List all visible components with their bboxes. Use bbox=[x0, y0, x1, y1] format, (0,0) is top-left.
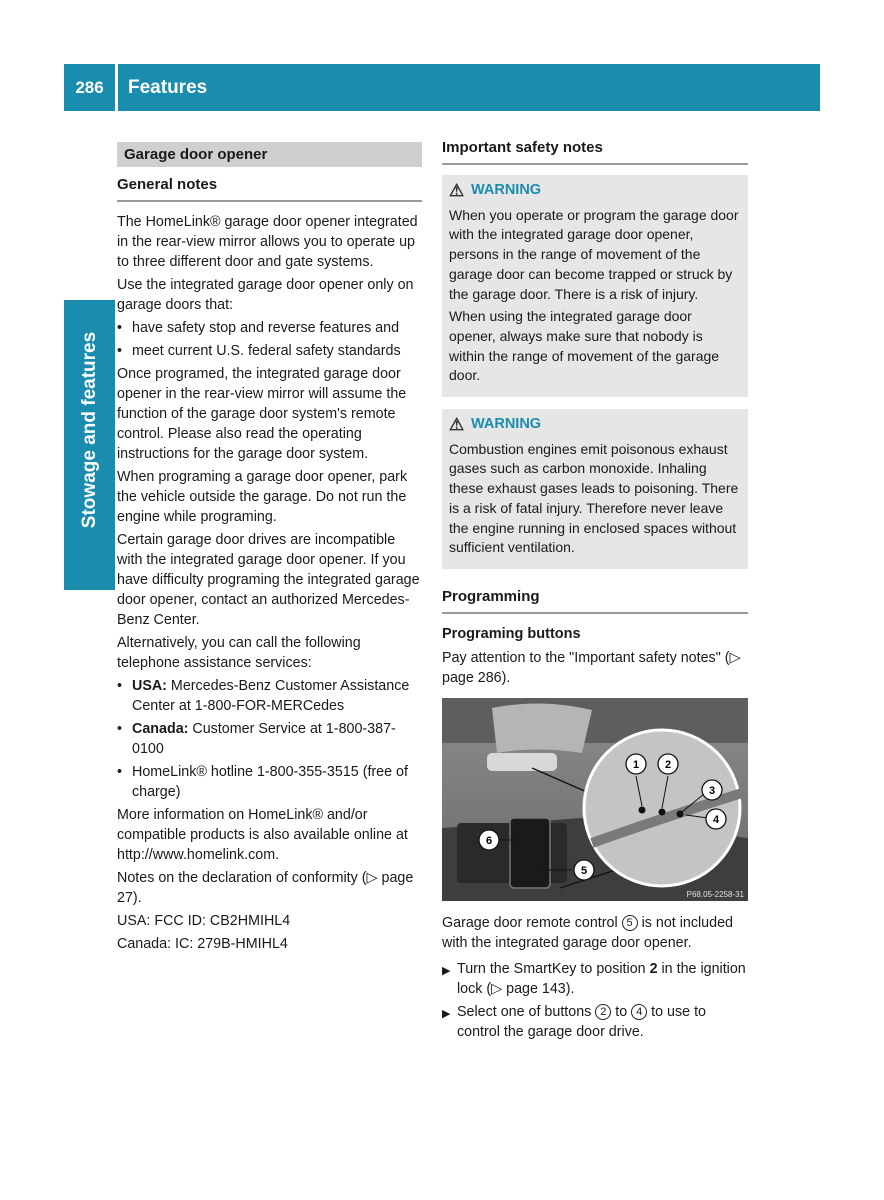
instruction-step bbox=[442, 1002, 748, 1042]
callout-label: 4 bbox=[712, 813, 720, 826]
paragraph: Canada: IC: 279B-HMIHL4 bbox=[117, 936, 288, 952]
figure-code: P68.05-2258-31 bbox=[686, 889, 744, 899]
warning-title bbox=[449, 181, 740, 201]
paragraph: Certain garage door drives are incompatible with the integrated garage door opener. If you have difficulty programing the integrated garage door opener, contact an authorized Mercedes-Benz Center. bbox=[117, 532, 420, 628]
warning-icon: ⚠ bbox=[449, 415, 465, 435]
page-number: 286 bbox=[64, 64, 115, 111]
play-arrow-icon: ▶ bbox=[442, 964, 451, 977]
callout-label: 3 bbox=[708, 784, 716, 797]
callout-label: 6 bbox=[485, 834, 493, 847]
paragraph: USA: FCC ID: CB2HMIHL4 bbox=[117, 913, 291, 929]
caption-text: is not included with the integrated garage door opener. bbox=[442, 914, 733, 951]
paragraph: The HomeLink® garage door opener integrated in the rear-view mirror allows you to operate up to three different door and gate systems. bbox=[117, 214, 418, 270]
callout-ref: 5 bbox=[622, 915, 638, 931]
warning-box bbox=[442, 175, 748, 397]
callout-label: 5 bbox=[580, 864, 588, 877]
step-text: in the ignition lock (▷ page 143). bbox=[457, 960, 746, 997]
callout-label: 1 bbox=[632, 758, 640, 771]
list-item bbox=[117, 676, 422, 716]
warning-icon: ⚠ bbox=[449, 181, 465, 200]
warning-title-text: WARNING bbox=[471, 182, 542, 198]
paragraph: Use the integrated garage door opener only on garage doors that: bbox=[117, 277, 414, 313]
paragraph: Combustion engines emit poisonous exhaust gases such as carbon monoxide. Inhaling these exhaust gases leads to poisoning. There is a risk of fatal injury. Therefore never leave the engine running in enclosed spaces without sufficient ventilation. bbox=[449, 440, 739, 556]
service-label: USA: bbox=[132, 678, 167, 694]
subheading-safety-notes: Important safety notes bbox=[442, 138, 748, 165]
list-item bbox=[117, 762, 422, 802]
paragraph: When you operate or program the garage door with the integrated garage door opener, persons in the range of movement of the garage door can become trapped or struck by the garage door. There is a risk of injury. bbox=[449, 206, 739, 302]
list-item bbox=[117, 318, 422, 338]
paragraph: When programing a garage door opener, park the vehicle outside the garage. Do not run the engine while programing. bbox=[117, 469, 408, 525]
subheading-programing-buttons: Programing buttons bbox=[442, 625, 581, 642]
step-position: 2 bbox=[649, 960, 658, 977]
paragraph: When using the integrated garage door opener, always make sure that nobody is within the range of movement of the garage door. bbox=[449, 308, 720, 384]
list-item bbox=[117, 719, 422, 759]
step-text: Turn the SmartKey to position bbox=[457, 960, 650, 977]
play-arrow-icon: ▶ bbox=[442, 1007, 451, 1020]
subheading-programming: Programming bbox=[442, 587, 748, 614]
page-title-text: Features bbox=[128, 76, 208, 98]
side-tab-label: Stowage and features bbox=[79, 331, 100, 529]
caption-text: Garage door remote control bbox=[442, 914, 622, 931]
paragraph: Pay attention to the "Important safety notes" (▷ page 286). bbox=[442, 649, 741, 686]
service-text: HomeLink® hotline 1-800-355-3515 (free of charge) bbox=[132, 764, 408, 800]
service-text: Customer Service at 1-800-387-0100 bbox=[132, 721, 396, 757]
list-item-text: have safety stop and reverse features and bbox=[132, 320, 400, 336]
instruction-step bbox=[442, 959, 748, 999]
step-text: to use to control the garage door drive. bbox=[457, 1003, 707, 1040]
section-title: Garage door opener bbox=[117, 142, 422, 167]
step-text: Select one of buttons bbox=[457, 1003, 596, 1020]
paragraph: Once programed, the integrated garage door opener in the rear-view mirror will assume the function of the garage door system's remote control. Please also read the operating instructions for the garage door system. bbox=[117, 366, 407, 462]
left-column bbox=[117, 142, 422, 957]
callout-label: 2 bbox=[664, 758, 672, 771]
paragraph: More information on HomeLink® and/or compatible products is also available online at http://www.homelink.com. bbox=[117, 807, 408, 863]
list-item-text: meet current U.S. federal safety standards bbox=[132, 343, 401, 359]
service-text: Mercedes-Benz Customer Assistance Center at 1-800-FOR-MERCedes bbox=[132, 678, 410, 714]
warning-box bbox=[442, 409, 748, 569]
callout-ref: 2 bbox=[595, 1004, 611, 1020]
service-label: Canada: bbox=[132, 721, 189, 737]
page-title bbox=[118, 64, 820, 111]
rear-view-mirror-illustration bbox=[442, 698, 748, 901]
warning-title-text: WARNING bbox=[471, 416, 542, 433]
right-column bbox=[442, 138, 748, 1045]
subheading-general-notes: General notes bbox=[117, 175, 422, 202]
step-text: to bbox=[611, 1003, 632, 1020]
paragraph: Alternatively, you can call the following telephone assistance services: bbox=[117, 635, 361, 671]
list-item bbox=[117, 341, 422, 361]
warning-title bbox=[449, 415, 740, 435]
figure-caption bbox=[442, 913, 748, 953]
rear-view-mirror-photo bbox=[442, 698, 748, 901]
callout-ref: 4 bbox=[631, 1004, 647, 1020]
paragraph: Notes on the declaration of conformity (▷ page 27). bbox=[117, 870, 414, 906]
